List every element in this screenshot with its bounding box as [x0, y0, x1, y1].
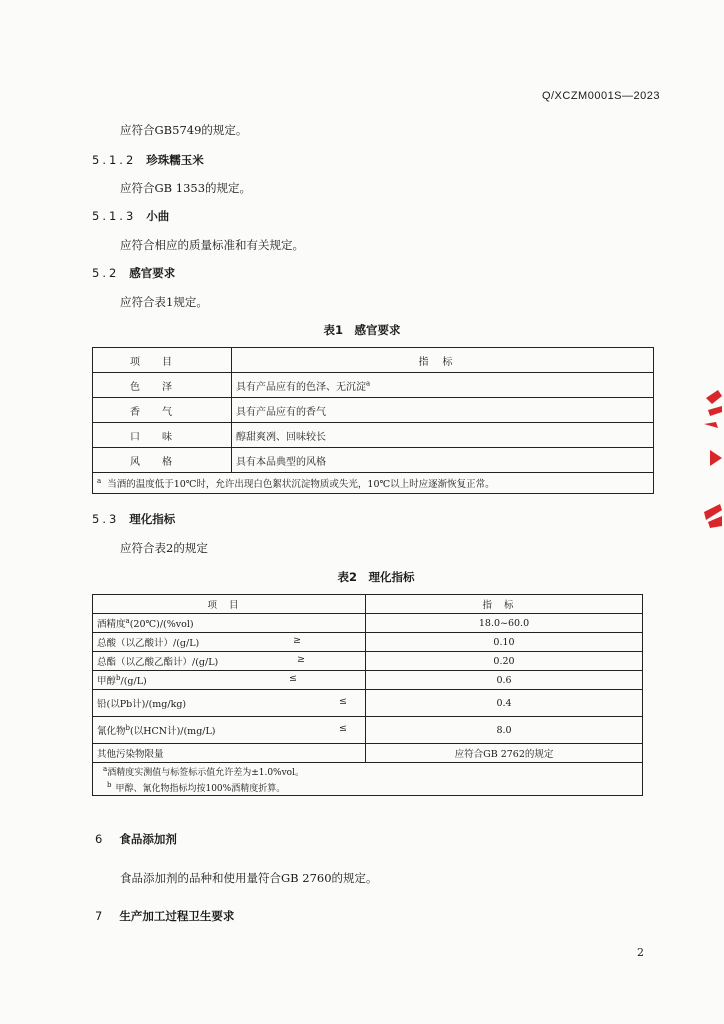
- cell-text: 酒精度: [97, 619, 126, 630]
- paragraph: 应符合相应的质量标准和有关规定。: [120, 238, 304, 252]
- footnote-text: 当酒的温度低于10℃时，允许出现白色絮状沉淀物质或失光，10℃以上时应逐渐恢复正常。: [107, 479, 495, 490]
- section-title: 感官要求: [129, 266, 176, 280]
- table-row: [93, 652, 643, 671]
- heading-5-2: [92, 265, 175, 281]
- table-row: [93, 398, 654, 423]
- table1-sensory: [92, 347, 654, 494]
- footnote-mark: a: [97, 476, 102, 485]
- table2-caption: 表2 理化指标: [337, 570, 415, 584]
- table-row: [93, 717, 643, 744]
- footnote-mark: b: [125, 723, 130, 732]
- cell-text: 总酯（以乙酸乙酯计）/(g/L): [97, 657, 219, 668]
- heading-5-3: [92, 511, 175, 527]
- cell-text: 铅(以Pb计)/(mg/kg): [97, 699, 187, 710]
- paragraph: 食品添加剂的品种和使用量符合GB 2760的规定。: [120, 871, 378, 885]
- table-row: [93, 690, 643, 717]
- table-row: [93, 744, 643, 763]
- section-title: 生产加工过程卫生要求: [119, 909, 235, 923]
- paragraph: 应符合GB5749的规定。: [120, 123, 248, 137]
- table-cell-item: [93, 652, 366, 671]
- cell-text: (20℃)/(%vol): [129, 619, 194, 630]
- footnote-mark: b: [116, 673, 121, 682]
- table-cell-item: 香气: [93, 398, 232, 423]
- section-number: 7: [95, 909, 106, 923]
- section-number: 5.2: [92, 266, 120, 280]
- paragraph: 应符合GB 1353的规定。: [120, 181, 252, 195]
- table-cell-item: 风格: [93, 448, 232, 473]
- table-footnote: [93, 763, 643, 780]
- table-cell-value: 应符合GB 2762的规定: [366, 744, 643, 763]
- seal-stroke: [710, 450, 722, 466]
- table-cell-item: [93, 614, 366, 633]
- heading-5-1-3: [92, 208, 169, 224]
- footnote-text: 酒精度实测值与标签标示值允许差为±1.0%vol。: [107, 767, 304, 778]
- table-cell-value: 0.20: [366, 652, 643, 671]
- table-cell-value: 0.4: [366, 690, 643, 717]
- footnote-text: 甲醇、氰化物指标均按100%酒精度折算。: [115, 783, 286, 794]
- section-title: 小曲: [146, 209, 170, 223]
- table-footnote-row: [93, 779, 643, 796]
- table-cell-value: 8.0: [366, 717, 643, 744]
- operator: ≤: [339, 723, 347, 734]
- table-row: [93, 423, 654, 448]
- table-header-row: [93, 348, 654, 373]
- table-row: [93, 633, 643, 652]
- table-row: [93, 373, 654, 398]
- table-header-cell: 指标: [366, 595, 643, 614]
- table-row: [93, 448, 654, 473]
- table-footnote: [93, 473, 654, 494]
- operator: ≥: [293, 635, 301, 646]
- table-cell-value: 具有产品应有的香气: [232, 398, 654, 423]
- table-footnote-row: [93, 473, 654, 494]
- heading-5-1-2: [92, 152, 204, 168]
- section-title: 理化指标: [129, 512, 176, 526]
- table-footnote-row: [93, 763, 643, 780]
- footnote-mark: a: [103, 764, 108, 773]
- operator: ≤: [289, 673, 297, 684]
- footnote-mark: b: [107, 780, 112, 789]
- paragraph: 应符合表1规定。: [120, 295, 208, 309]
- cell-text: (以HCN计)/(mg/L): [130, 726, 216, 737]
- table-header-cell: 指标: [232, 348, 654, 373]
- table-cell-value: 0.10: [366, 633, 643, 652]
- seal-stamp-fragment: [698, 380, 724, 540]
- section-number: 5.3: [92, 512, 120, 526]
- table-cell-value: 18.0~60.0: [366, 614, 643, 633]
- table-cell-item: [93, 633, 366, 652]
- table-cell-item: [93, 717, 366, 744]
- table-cell-value: 具有本品典型的风格: [232, 448, 654, 473]
- cell-text: 甲醇: [97, 676, 117, 687]
- cell-text: 具有产品应有的色泽、无沉淀: [236, 381, 366, 393]
- section-number: 6: [95, 832, 106, 846]
- operator: ≤: [339, 696, 347, 707]
- heading-6: [95, 831, 177, 847]
- footnote-mark: a: [366, 379, 371, 388]
- operator: ≥: [297, 654, 305, 665]
- section-number: 5.1.3: [92, 209, 137, 223]
- table-header-row: [93, 595, 643, 614]
- table-cell-item: [93, 690, 366, 717]
- table-header-cell: 项目: [93, 595, 366, 614]
- section-title: 食品添加剂: [119, 832, 177, 846]
- table-cell-value: 醇甜爽冽、回味较长: [232, 423, 654, 448]
- table-cell-value: 0.6: [366, 671, 643, 690]
- heading-7: [95, 908, 234, 924]
- table-cell-value: [232, 373, 654, 398]
- table-row: [93, 614, 643, 633]
- table2-physicochemical: [92, 594, 643, 796]
- cell-text: /(g/L): [120, 676, 147, 687]
- seal-stroke: [704, 504, 722, 528]
- section-title: 珍珠糯玉米: [146, 153, 204, 167]
- table1-caption: 表1 感官要求: [323, 323, 401, 337]
- table-cell-item: 色泽: [93, 373, 232, 398]
- seal-stroke: [704, 390, 722, 428]
- standard-code: Q/XCZM0001S—2023: [541, 90, 660, 102]
- table-cell-item: 口味: [93, 423, 232, 448]
- table-row: [93, 671, 643, 690]
- footnote-mark: a: [125, 616, 130, 625]
- table-cell-item: [93, 671, 366, 690]
- cell-text: 氰化物: [97, 726, 126, 737]
- page-number: 2: [637, 946, 644, 959]
- table-footnote: [93, 779, 643, 796]
- section-number: 5.1.2: [92, 153, 137, 167]
- table-cell-item: 其他污染物限量: [93, 744, 366, 763]
- cell-text: 总酸（以乙酸计）/(g/L): [97, 638, 200, 649]
- table-header-cell: 项目: [93, 348, 232, 373]
- paragraph: 应符合表2的规定: [120, 541, 208, 555]
